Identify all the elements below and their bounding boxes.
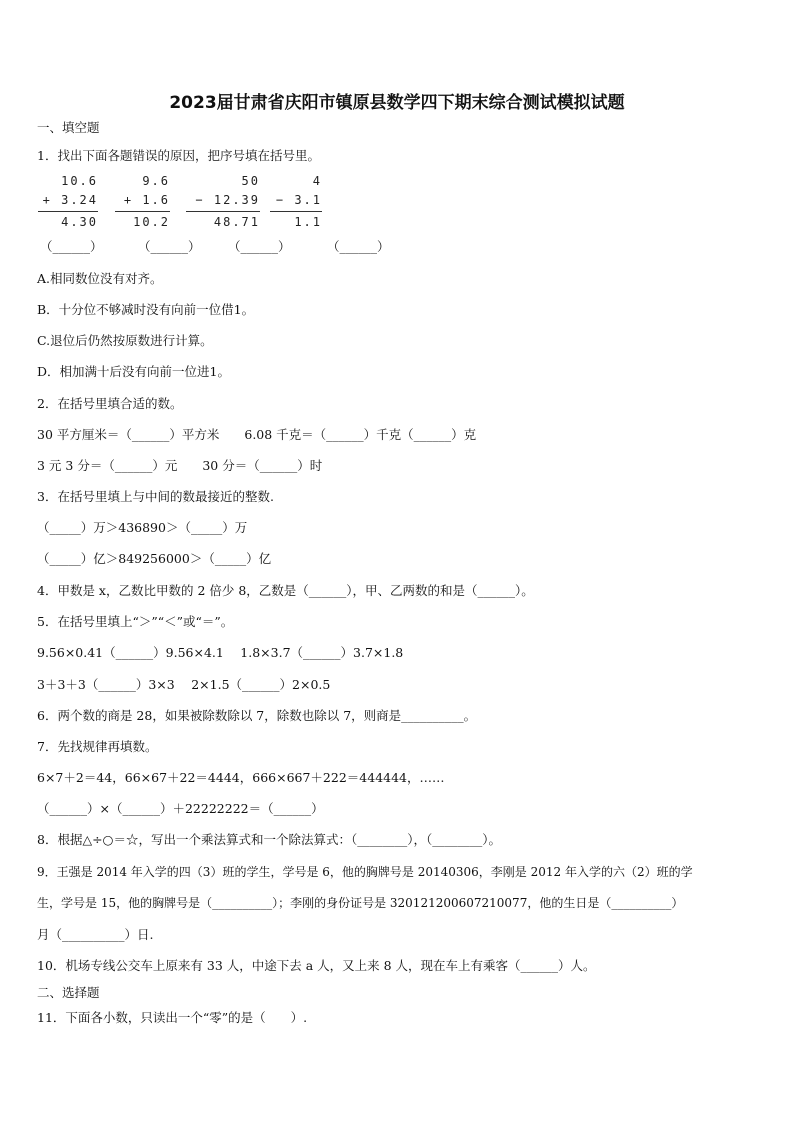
section-heading-choice: 二、选择题 [37,985,100,1000]
question-3-line-2: （_____）亿＞849256000＞（_____）亿 [37,551,272,566]
question-10: 10．机场专线公交车上原来有 33 人，中途下去 a 人，又上来 8 人，现在车上有乘客（______）人。 [37,958,596,973]
calc-4: 4 − 3.1 1.1 [270,172,322,232]
calc-rule [186,211,260,212]
question-1: 1．找出下面各题错误的原因，把序号填在括号里。 [37,148,320,163]
option-d: D．相加满十后没有向前一位进1。 [37,364,230,379]
calc-rule [115,211,170,212]
page-title: 2023届甘肃省庆阳市镇原县数学四下期末综合测试模拟试题 [169,93,625,113]
question-9-line-2: 生，学号是 15，他的胸牌号是（__________）；李刚的身份证号是 320121200607210077，他的生日是（__________） [37,896,684,910]
question-3-line-1: （_____）万＞436890＞（_____）万 [37,520,248,535]
option-a: A.相同数位没有对齐。 [37,271,163,286]
option-c: C.退位后仍然按原数进行计算。 [37,333,213,348]
question-7: 7．先找规律再填数。 [37,739,158,754]
question-2-line-2: 3 元 3 分＝（______）元 30 分＝（______）时 [37,458,323,473]
option-b: B．十分位不够减时没有向前一位借1。 [37,302,255,317]
answer-blank[interactable]: （______） [327,239,390,254]
question-11: 11．下面各小数，只读出一个“零”的是（ ）. [37,1010,308,1025]
calc-rule [38,211,98,212]
section-heading-fill: 一、填空题 [37,120,100,135]
calc-rule [270,211,322,212]
question-4: 4．甲数是 x，乙数比甲数的 2 倍少 8，乙数是（______），甲、乙两数的和是（______）。 [37,583,534,598]
question-5-line-1: 9.56×0.41（______）9.56×4.1 1.8×3.7（______）3.7×1.8 [37,645,404,660]
question-2: 2．在括号里填合适的数。 [37,396,183,411]
question-8: 8．根据△÷○＝☆，写出一个乘法算式和一个除法算式：（________），（________）。 [37,832,501,847]
calc-2: 9.6 + 1.6 10.2 [115,172,170,232]
calc-3: 50 − 12.39 48.71 [186,172,260,232]
answer-blank[interactable]: （______） [228,239,291,254]
question-3: 3．在括号里填上与中间的数最接近的整数. [37,489,274,504]
answer-blank[interactable]: （______） [40,239,103,254]
question-5: 5．在括号里填上“＞”“＜”或“＝”。 [37,614,234,629]
calc-1: 10.6 + 3.24 4.30 [38,172,98,232]
answer-blank[interactable]: （______） [138,239,201,254]
question-7-line-2: （______）×（______）＋22222222＝（______） [37,801,324,816]
question-6: 6．两个数的商是 28，如果被除数除以 7，除数也除以 7，则商是__________。 [37,708,477,723]
question-5-line-2: 3＋3＋3（______）3×3 2×1.5（______）2×0.5 [37,677,331,692]
question-7-line-1: 6×7＋2＝44，66×67＋22＝4444，666×667＋222＝444444，…… [37,770,445,785]
question-2-line-1: 30 平方厘米＝（______）平方米 6.08 千克＝（______）千克（______）克 [37,427,477,442]
question-9-line-3: 月（__________）日. [37,927,154,942]
question-9-line-1: 9．王强是 2014 年入学的四（3）班的学生，学号是 6，他的胸牌号是 20140306，李刚是 2012 年入学的六（2）班的学 [37,865,693,879]
